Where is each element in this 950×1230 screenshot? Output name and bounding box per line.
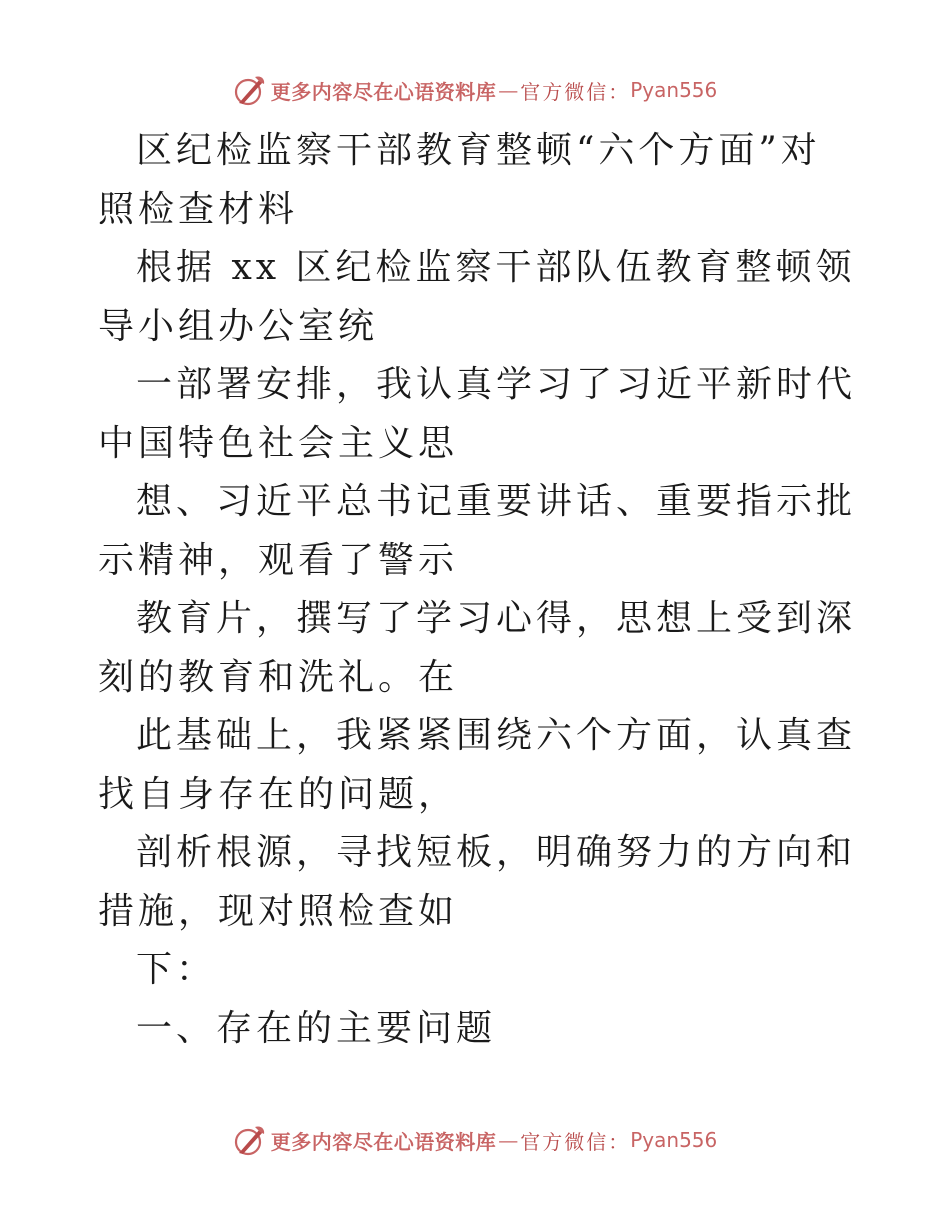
paragraph-line: 剖析根源，寻找短板，明确努力的方向和措施，现对照检查如 bbox=[98, 832, 857, 932]
watermark-separator: — bbox=[498, 1128, 519, 1152]
document-title: 区纪检监察干部教育整顿“六个方面”对照检查材料 bbox=[98, 130, 821, 230]
paragraph-line: 想、习近平总书记重要讲话、重要指示批示精神，观看了警示 bbox=[98, 481, 857, 581]
watermark-brand: 更多内容尽在心语资料库 bbox=[270, 79, 497, 104]
section-heading: 一、存在的主要问题 bbox=[136, 1007, 497, 1049]
paragraph-line: 根据 xx 区纪检监察干部队伍教育整顿领导小组办公室统 bbox=[98, 247, 856, 347]
paragraph-line: 此基础上，我紧紧围绕六个方面，认真查找自身存在的问题， bbox=[98, 715, 857, 815]
header-watermark bbox=[0, 70, 950, 110]
quill-pen-circle-icon bbox=[233, 73, 267, 107]
watermark-wechat-label: 官方微信： bbox=[520, 1129, 631, 1154]
watermark-brand: 更多内容尽在心语资料库 bbox=[270, 1129, 497, 1154]
watermark-account: Pyan556 bbox=[630, 1128, 718, 1152]
paragraph-line: 下： bbox=[136, 949, 217, 990]
quill-pen-circle-icon bbox=[233, 1123, 267, 1157]
document-body bbox=[98, 122, 858, 1058]
watermark-account: Pyan556 bbox=[630, 78, 718, 102]
watermark-wechat-label: 官方微信： bbox=[520, 79, 631, 104]
footer-watermark bbox=[0, 1120, 950, 1160]
paragraph-line: 一部署安排，我认真学习了习近平新时代中国特色社会主义思 bbox=[98, 364, 857, 464]
paragraph-line: 教育片，撰写了学习心得，思想上受到深刻的教育和洗礼。在 bbox=[98, 598, 857, 698]
watermark-separator: — bbox=[498, 78, 519, 102]
